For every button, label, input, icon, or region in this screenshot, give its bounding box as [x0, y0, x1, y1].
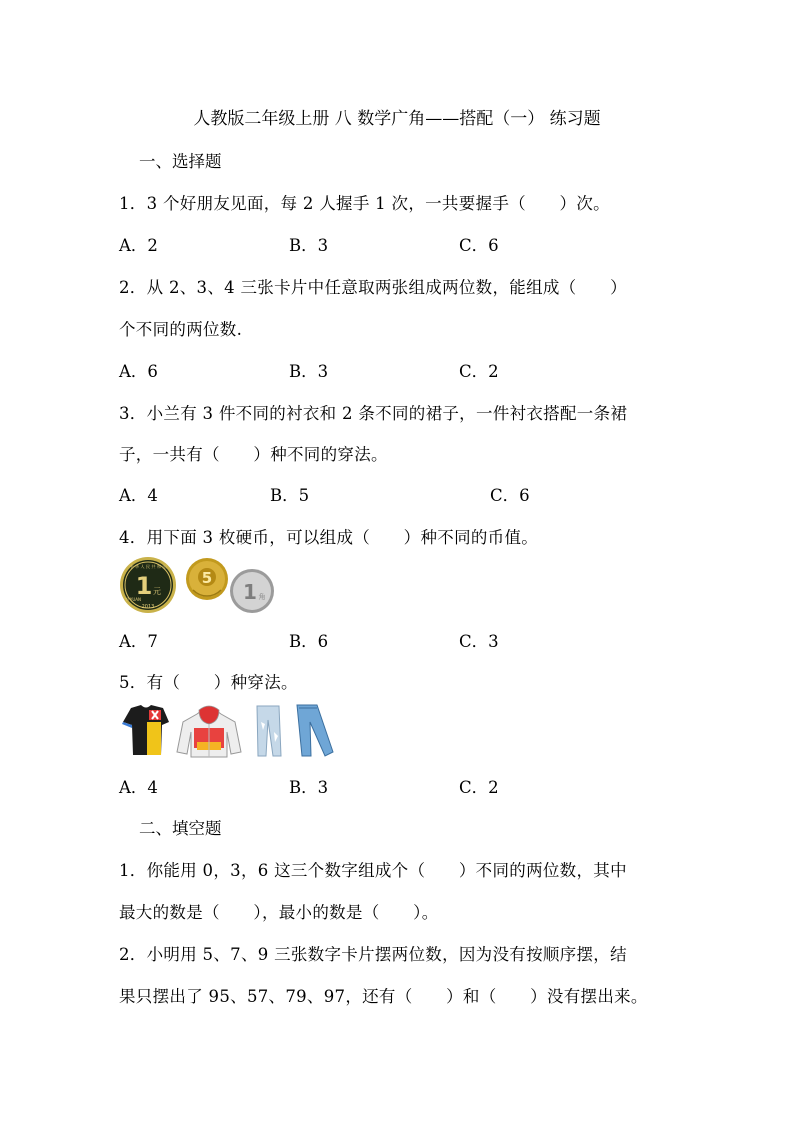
q1-option-b: B．3: [289, 236, 329, 255]
q3-option-b: B．5: [270, 486, 310, 505]
coins-image: [119, 556, 279, 618]
coin1-numeral: 1: [135, 572, 153, 600]
light-jeans-icon: [257, 706, 281, 756]
question-2-line-2: 个不同的两位数.: [119, 320, 243, 339]
coin2-numeral: 5: [201, 569, 213, 587]
hoodie-icon: [177, 706, 241, 757]
q4-option-a: A．7: [119, 632, 158, 651]
coin3-unit: 角: [258, 593, 266, 601]
question-2-line-1: 2．从 2、3、4 三张卡片中任意取两张组成两位数，能组成（ ）: [119, 278, 627, 297]
fill-question-1-line-1: 1．你能用 0，3，6 这三个数字组成个（ ）不同的两位数，其中: [119, 861, 627, 880]
section-choice-heading: 一、选择题: [139, 152, 222, 171]
coin1-unit: 元: [153, 587, 161, 596]
one-yuan-coin-icon: [120, 557, 176, 613]
q2-option-c: C．2: [459, 362, 499, 381]
fill-question-1-line-2: 最大的数是（ ），最小的数是（ ）。: [119, 903, 439, 922]
blue-jeans-icon: [297, 705, 333, 756]
q2-option-b: B．3: [289, 362, 329, 381]
q5-option-b: B．3: [289, 778, 329, 797]
question-1: 1．3 个好朋友见面，每 2 人握手 1 次，一共要握手（ ）次。: [119, 194, 610, 213]
one-jiao-coin-icon: [230, 569, 274, 613]
question-4: 4．用下面 3 枚硬币，可以组成（ ）种不同的币值。: [119, 528, 539, 547]
fill-question-2-line-1: 2．小明用 5、7、9 三张数字卡片摆两位数，因为没有按顺序摆，结: [119, 945, 627, 964]
question-3-line-1: 3．小兰有 3 件不同的衬衣和 2 条不同的裙子，一件衬衣搭配一条裙: [119, 404, 628, 423]
fill-question-2-line-2: 果只摆出了 95、57、79、97，还有（ ）和（ ）没有摆出来。: [119, 987, 648, 1006]
q1-option-c: C．6: [459, 236, 499, 255]
section-fill-heading: 二、填空题: [139, 819, 222, 838]
tshirt-icon: [122, 705, 169, 755]
q1-option-a: A．2: [119, 236, 158, 255]
q4-option-c: C．3: [459, 632, 499, 651]
question-3-line-2: 子，一共有（ ）种不同的穿法。: [119, 445, 388, 464]
q5-option-c: C．2: [459, 778, 499, 797]
q2-option-a: A．6: [119, 362, 158, 381]
coin1-year: 2013: [141, 604, 155, 610]
page-title: 人教版二年级上册 八 数学广角——搭配（一） 练习题: [193, 109, 601, 129]
five-jiao-coin-icon: [186, 558, 228, 600]
clothes-image: [119, 702, 349, 764]
q5-option-a: A．4: [119, 778, 158, 797]
coin1-top-text: 中 华 人 民 共 和 国: [129, 564, 167, 569]
coin1-bottom-text: YI YUAN: [125, 597, 141, 602]
q3-option-c: C．6: [490, 486, 530, 505]
q3-option-a: A．4: [119, 486, 158, 505]
question-5: 5．有（ ）种穿法。: [119, 673, 298, 692]
q4-option-b: B．6: [289, 632, 329, 651]
coin3-numeral: 1: [243, 580, 257, 604]
